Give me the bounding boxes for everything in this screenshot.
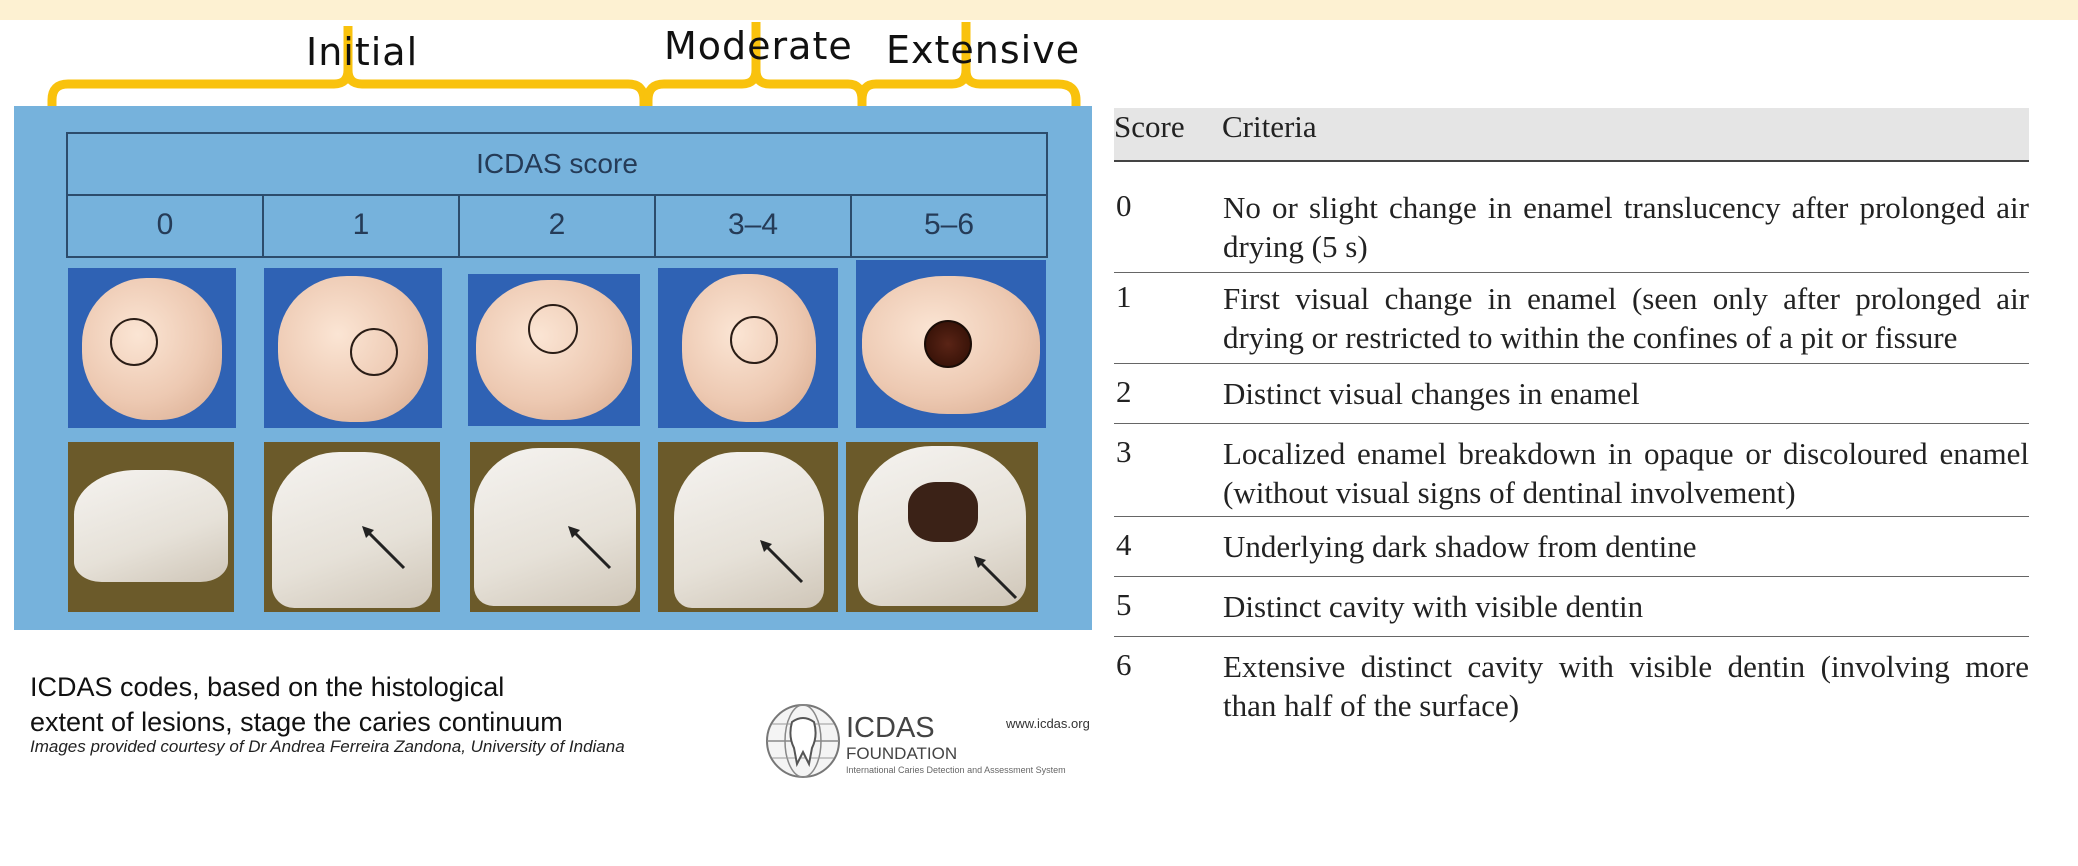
caption-line-2: extent of lesions, stage the caries continuum bbox=[30, 707, 563, 737]
category-label-extensive: Extensive bbox=[886, 28, 1081, 72]
icdas-score-cell: 1 bbox=[264, 194, 460, 256]
table-row bbox=[1114, 273, 2029, 364]
row-criteria: Distinct visual changes in enamel bbox=[1223, 376, 1640, 411]
row-score: 0 bbox=[1116, 188, 1132, 223]
icdas-score-title: ICDAS score bbox=[68, 134, 1046, 196]
row-criteria: Distinct cavity with visible dentin bbox=[1223, 589, 1644, 624]
section-photo-3 bbox=[658, 442, 838, 612]
row-score: 5 bbox=[1116, 587, 1132, 622]
row-criteria: Underlying dark shadow from dentine bbox=[1223, 529, 1697, 564]
row-criteria: No or slight change in enamel translucency after prolonged air drying (5 s) bbox=[1223, 190, 2029, 264]
occlusal-photo-0 bbox=[68, 268, 236, 428]
figure-caption bbox=[30, 670, 563, 740]
section-photo-4 bbox=[846, 442, 1038, 612]
table-row bbox=[1114, 577, 2029, 637]
logo-tagline: International Caries Detection and Assessment System bbox=[846, 765, 1066, 775]
caption-line-1: ICDAS codes, based on the histological bbox=[30, 672, 505, 702]
section-photo-1 bbox=[264, 442, 440, 612]
section-photo-0 bbox=[68, 442, 234, 612]
row-score: 1 bbox=[1116, 279, 1132, 314]
icdas-score-grid bbox=[66, 132, 1048, 258]
row-criteria: First visual change in enamel (seen only after prolonged air drying or restricted to within the confines of a pit or fissure bbox=[1223, 281, 2029, 355]
icdas-score-cell: 3–4 bbox=[656, 194, 852, 256]
category-label-initial: Initial bbox=[306, 30, 419, 74]
table-row bbox=[1114, 637, 2029, 729]
icdas-score-cell: 0 bbox=[68, 194, 264, 256]
icdas-globe-tooth-icon bbox=[762, 702, 844, 780]
row-score: 2 bbox=[1116, 374, 1132, 409]
icdas-score-cell: 5–6 bbox=[923, 208, 975, 241]
occlusal-photo-1 bbox=[264, 268, 442, 428]
row-score: 3 bbox=[1116, 434, 1132, 469]
section-photo-2 bbox=[470, 442, 640, 612]
table-row bbox=[1114, 364, 2029, 424]
table-row bbox=[1114, 162, 2029, 273]
row-criteria: Extensive distinct cavity with visible dentin (involving more than half of the surface) bbox=[1223, 649, 2029, 723]
logo-subtitle: FOUNDATION bbox=[846, 744, 958, 763]
table-row bbox=[1114, 517, 2029, 577]
image-credit: Images provided courtesy of Dr Andrea Ferreira Zandona, University of Indiana bbox=[30, 737, 625, 756]
table-header bbox=[1114, 108, 2029, 162]
website-link[interactable]: www.icdas.org bbox=[1006, 716, 1090, 731]
header-criteria: Criteria bbox=[1222, 109, 1317, 144]
occlusal-photo-3 bbox=[658, 268, 838, 428]
row-criteria: Localized enamel breakdown in opaque or discoloured enamel (without visual signs of dentinal involvement) bbox=[1223, 436, 2029, 510]
table-row bbox=[1114, 424, 2029, 517]
occlusal-photo-4 bbox=[856, 260, 1046, 428]
occlusal-photo-2 bbox=[468, 274, 640, 426]
logo-title: ICDAS bbox=[846, 712, 935, 744]
criteria-table bbox=[1114, 108, 2029, 729]
header-score: Score bbox=[1114, 109, 1185, 144]
row-score: 4 bbox=[1116, 527, 1132, 562]
icdas-score-cell: 2 bbox=[460, 194, 656, 256]
category-label-moderate: Moderate bbox=[664, 24, 853, 68]
row-score: 6 bbox=[1116, 647, 1132, 682]
